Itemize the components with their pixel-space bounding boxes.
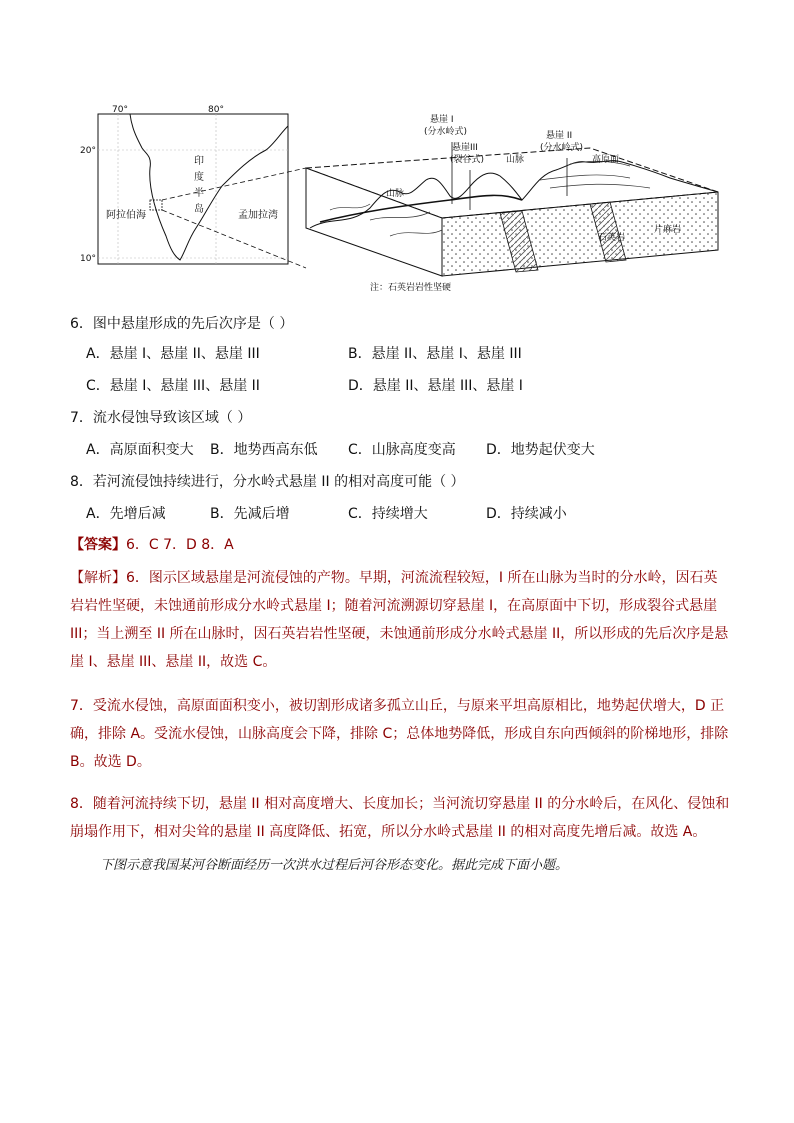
figure-svg (70, 100, 730, 300)
question-6: 6．图中悬崖形成的先后次序是（ ） (70, 316, 294, 332)
plateau-label: 高原面 (592, 155, 620, 165)
cliff3-type-label: (裂谷式) (450, 155, 485, 165)
q8-option-c: C．持续增大 (348, 506, 428, 522)
figure-note: 注：石英岩岩性坚硬 (370, 283, 452, 293)
q7-option-b: B．地势西高东低 (210, 442, 318, 458)
cliff2-label: 悬崖 II (546, 131, 573, 141)
block-diagram (306, 113, 718, 293)
cliff1-label: 悬崖 I (430, 115, 454, 125)
mountain-label-left: 山脉 (386, 189, 405, 199)
map-frame (98, 114, 288, 264)
peninsula-char-3: 半 (194, 188, 204, 199)
q6-option-d: D．悬崖 II、悬崖 III、悬崖 I (348, 378, 523, 394)
question-7: 7．流水侵蚀导致该区域（ ） (70, 410, 252, 426)
location-map (80, 105, 288, 264)
lon-label-70: 70° (112, 105, 128, 115)
schist-label: 片麻岩 (654, 225, 682, 235)
analysis-q8: 8．随着河流持续下切，悬崖 II 相对高度增大、长度加长；当河流切穿悬崖 II 的分水岭后，在风化、侵蚀和崩塌作用下，相对尖耸的悬崖 II 高度降低、拓宽，所以分水岭式悬崖 II 的相对高度先增后减。故选 A。 (70, 796, 730, 840)
q8-option-a: A．先增后减 (86, 506, 166, 522)
bay-of-bengal-label: 孟加拉湾 (238, 210, 278, 221)
question-8: 8．若河流侵蚀持续进行，分水岭式悬崖 II 的相对高度可能（ ） (70, 474, 465, 490)
cliff3-label: 悬崖III (452, 143, 478, 153)
answer-text: 6．C 7．D 8．A (126, 537, 234, 553)
answer-line (70, 534, 234, 556)
q7-option-d: D．地势起伏变大 (486, 442, 595, 458)
q7-option-a: A．高原面积变大 (86, 442, 194, 458)
q8-option-b: B．先减后增 (210, 506, 290, 522)
q6-option-c: C．悬崖 I、悬崖 III、悬崖 II (86, 378, 260, 394)
analysis-q7: 7．受流水侵蚀，高原面面积变小，被切割形成诸多孤立山丘，与原来平坦高原相比，地势起伏增大，D 正确，排除 A。受流水侵蚀，山脉高度会下降，排除 C；总体地势降低，形成自东向西倾斜的阶梯地形，排除 B。故选 D。 (70, 698, 729, 770)
cliff2-type-label: (分水岭式) (540, 143, 584, 153)
answer-tag: 【答案】 (70, 537, 126, 553)
quartzite-label: 石英岩 (598, 233, 626, 243)
arabian-sea-label: 阿拉伯海 (106, 210, 146, 221)
q8-option-d: D．持续减小 (486, 506, 567, 522)
q6-option-a: A．悬崖 I、悬崖 II、悬崖 III (86, 346, 260, 362)
analysis-q6: 【解析】6．图示区域悬崖是河流侵蚀的产物。早期，河流流程较短，I 所在山脉为当时的分水岭，因石英岩岩性坚硬，未蚀通前形成分水岭式悬崖 I；随着河流溯源切穿悬崖 I，在高原面中下切，形成裂谷式悬崖 III；当上溯至 II 所在山脉时，因石英岩岩性坚硬，未蚀通前形成分水岭式悬崖 II，所以形成的先后次序是悬崖 I、悬崖 III、悬崖 II，故选 C。 (70, 570, 729, 670)
peninsula-char-1: 印 (194, 156, 204, 167)
lon-label-80: 80° (208, 105, 224, 115)
next-intro: 下图示意我国某河谷断面经历一次洪水过程后河谷形态变化。据此完成下面小题。 (100, 858, 569, 873)
figure (70, 100, 730, 300)
mountain-label-top: 山脉 (506, 155, 525, 165)
q7-option-c: C．山脉高度变高 (348, 442, 456, 458)
lat-label-10: 10° (80, 254, 96, 264)
q6-option-b: B．悬崖 II、悬崖 I、悬崖 III (348, 346, 522, 362)
lat-label-20: 20° (80, 146, 96, 156)
peninsula-char-4: 岛 (194, 204, 204, 215)
cliff1-type-label: (分水岭式) (424, 127, 468, 137)
peninsula-char-2: 度 (194, 172, 204, 183)
